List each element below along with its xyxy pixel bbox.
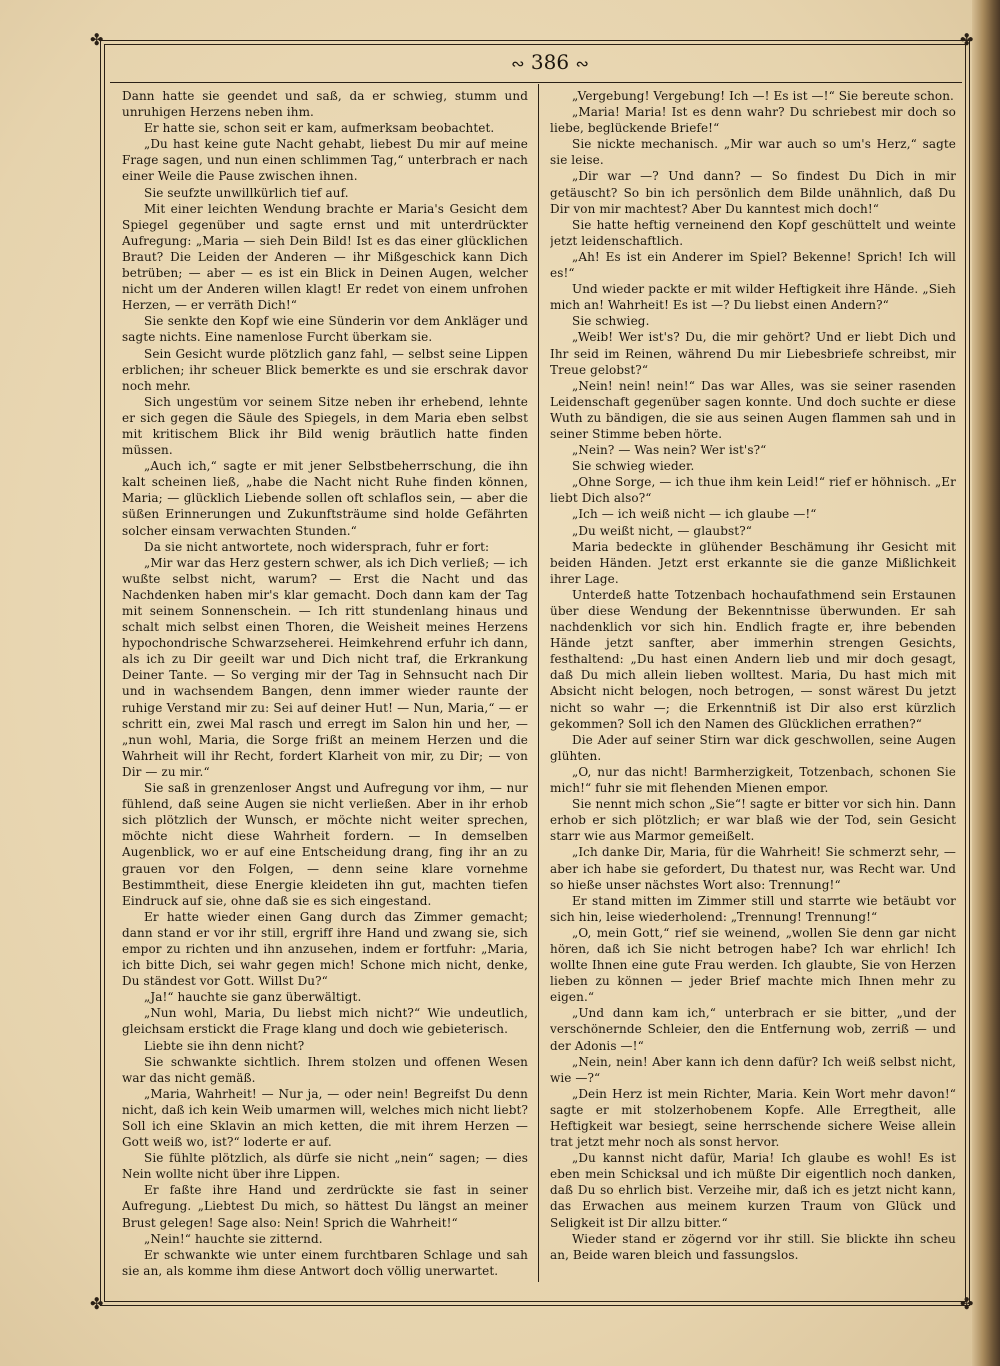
paragraph: „Und dann kam ich,“ unterbrach er sie bitter, „und der verschönernde Schleier, den die Entfernung wob, zerriß — und der Adonis —!“: [550, 1006, 956, 1053]
paragraph: Er hatte sie, schon seit er kam, aufmerksam beobachtet.: [144, 121, 495, 136]
paragraph: „Du kannst nicht dafür, Maria! Ich glaube es wohl! Es ist eben mein Schicksal und ich müßte Dir eigentlich noch danken, daß Du so ehrlich bist. Verzeihe mir, daß ich es jetzt nicht kann, das Erwachen aus meinem kurzen Traum von Glück und Seligkeit ist Dir allzu bitter.“: [550, 1151, 956, 1230]
paragraph: Er faßte ihre Hand und zerdrückte sie fast in seiner Aufregung. „Liebtest Du mich, so hättest Du längst an meiner Brust gelegen! Sage also: Nein! Sprich die Wahrheit!“: [122, 1183, 528, 1230]
paragraph: „Nein, nein! Aber kann ich denn dafür? Ich weiß selbst nicht, wie —?“: [550, 1054, 956, 1085]
paragraph: „Auch ich,“ sagte er mit jener Selbstbeherrschung, die ihn kalt scheinen ließ, „habe die Nacht nicht Ruhe finden können, Maria; — glücklich Liebende sollen oft schlaflos sein, — aber die süßen Erinnerungen und Zukunftsträume sind holde Gefährten solcher einsam verwachten Stunden.“: [122, 459, 528, 538]
page-number: 386: [530, 50, 570, 74]
paragraph: „Ich danke Dir, Maria, für die Wahrheit! Sie schmerzt sehr, — aber ich habe sie gefordert, Du thatest nur, was Recht war. Und so hieße unser nächstes Wort also: Trennung!“: [550, 845, 956, 892]
paragraph: „Weib! Wer ist's? Du, die mir gehört? Und er liebt Dich und Ihr seid im Reinen, während Du mir Liebesbriefe schreibst, mir Treue gelobst?“: [550, 330, 956, 377]
paragraph: „Nein? — Was nein? Wer ist's?“: [572, 443, 767, 458]
paragraph: „Maria, Wahrheit! — Nur ja, — oder nein! Begreifst Du denn nicht, daß ich kein Weib umarmen will, welches mich nicht liebt? Soll ich eine Sklavin an mich ketten, die mit ihrem Herzen — Gott weiß wo, ist?“ loderte er auf.: [122, 1086, 528, 1150]
paragraph: Er hatte wieder einen Gang durch das Zimmer gemacht; dann stand er vor ihr still, ergriff ihre Hand und zwang sie, sich empor zu richten und ihn anzusehen, indem er fortfuhr: „Maria, ich bitte Dich, sei wahr gegen mich! Schone mich nicht, denke, Du ständest vor Gott. Willst Du?“: [122, 909, 528, 989]
paragraph: „Vergebung! Vergebung! Ich —! Es ist —!“ Sie bereute schon.: [572, 89, 954, 103]
paragraph: „Ah! Es ist ein Anderer im Spiel? Bekenne! Sprich! Ich will es!“: [550, 249, 956, 281]
paragraph: Dann hatte sie geendet und saß, da er schwieg, stumm und unruhigen Herzens neben ihm.: [122, 89, 528, 120]
paragraph: Sie hatte heftig verneinend den Kopf geschüttelt und weinte jetzt leidenschaftlich.: [550, 217, 956, 248]
column-separator: [538, 84, 539, 1282]
paragraph: Sie fühlte plötzlich, als dürfe sie nicht „nein“ sagen; — dies Nein wollte nicht über ihre Lippen.: [122, 1151, 528, 1182]
paragraph: Sein Gesicht wurde plötzlich ganz fahl, — selbst seine Lippen erblichen; ihr scheuer Blick bemerkte es und sie erschrak davor noch mehr.: [122, 346, 528, 393]
paragraph: Er schwankte wie unter einem furchtbaren Schlage und sah sie an, als komme ihm diese Antwort doch völlig unerwartet.: [122, 1247, 528, 1278]
flourish-left-icon: ∾: [511, 54, 525, 73]
paragraph: Sie schwieg wieder.: [572, 459, 695, 474]
book-spine: [972, 0, 1000, 1366]
paragraph: „Dein Herz ist mein Richter, Maria. Kein Wort mehr davon!“ sagte er mit stolzerhobenem Kopfe. Alle Erregtheit, alle Heftigkeit war besiegt, seine herrschende sichere Weise allein trat jetzt mehr noch als sonst hervor.: [550, 1086, 956, 1150]
paragraph: Mit einer leichten Wendung brachte er Maria's Gesicht dem Spiegel gegenüber und sagte ernst und mit unterdrückter Aufregung: „Maria — sieh Dein Bild! Ist es das einer glücklichen Braut? Die Leiden der Anderen — ihr Mißgeschick kann Dich betrüben; — aber — es ist ein Blick in Deinen Augen, welcher nicht um der Anderen willen klagt! Er redet von einem unfrohen Herzen, — er verräth Dich!“: [122, 201, 528, 313]
corner-ornament-icon: ✤: [90, 1294, 104, 1313]
paragraph: Sie schwieg.: [572, 314, 650, 329]
paragraph: „Ohne Sorge, — ich thue ihm kein Leid!“ rief er höhnisch. „Er liebt Dich also?“: [550, 475, 956, 506]
paragraph: „O, mein Gott,“ rief sie weinend, „wollen Sie denn gar nicht hören, daß ich Sie nicht betrogen habe? Ich war ehrlich! Ich wollte Ihnen eine gute Frau werden. Ich glaubte, Sie von Herzen lieben zu können — jeder Brief machte mich Ihnen mehr zu eigen.“: [550, 925, 956, 1005]
paragraph: „Nun wohl, Maria, Du liebst mich nicht?“ Wie undeutlich, gleichsam erstickt die Frage klang und doch wie gebieterisch.: [122, 1006, 528, 1037]
paragraph: „Du weißt nicht, — glaubst?“: [572, 523, 752, 538]
paragraph: Liebte sie ihn denn nicht?: [144, 1038, 305, 1053]
paragraph: „Dir war —? Und dann? — So findest Du Dich in mir getäuscht? So bin ich persönlich dem Bilde unähnlich, daß Du Dir von mir machtest? Aber Du kanntest mich doch!“: [550, 169, 956, 216]
paragraph: Maria bedeckte in glühender Beschämung ihr Gesicht mit beiden Händen. Jetzt erst erkannte sie die ganze Mißlichkeit ihrer Lage.: [550, 539, 956, 586]
paragraph: Sie senkte den Kopf wie eine Sünderin vor dem Ankläger und sagte nichts. Eine namenlose Furcht überkam sie.: [122, 314, 528, 345]
paragraph: Sie nennt mich schon „Sie“! sagte er bitter vor sich hin. Dann erhob er sich plötzlich; er war blaß wie der Tod, sein Gesicht starr wie aus Marmor gemeißelt.: [550, 797, 956, 844]
paragraph: Wieder stand er zögernd vor ihr still. Sie blickte ihn scheu an, Beide waren bleich und fassungslos.: [550, 1231, 956, 1262]
paragraph: „Maria! Maria! Ist es denn wahr? Du schriebest mir doch so liebe, beglückende Briefe!“: [550, 105, 956, 136]
corner-ornament-icon: ✤: [960, 30, 974, 49]
paragraph: „Mir war das Herz gestern schwer, als ich Dich verließ; — ich wußte selbst nicht, warum? — Erst die Nacht und das Nachdenken haben mir's klar gemacht. Doch dann kam der Tag mit seinem Sonnenschein. — Ich ritt stundenlang hinaus und schalt mich selbst einen Thoren, die Weisheit meines Herzens hypochondrische Schwarzseherei. Heimkehrend erfuhr ich dann, als ich zu Dir geeilt war und Dich nicht traf, die Erkrankung Deiner Tante. — So verging mir der Tag in Sehnsucht nach Dir und in wachsendem Bangen, denn immer wieder raunte der ruhige Verstand mir zu: Sei auf deiner Hut! — Nun, Maria,“ — er schritt ein, zwei Mal rasch und erregt im Salon hin und her, — „nun wohl, Maria, die Sorge frißt an meinem Herzen und die Wahrheit will ihr Recht, fordert Klarheit von mir, zu Dir; — von Dir — zu mir.“: [122, 555, 528, 779]
corner-ornament-icon: ✤: [960, 1294, 974, 1313]
paragraph: „Ja!“ hauchte sie ganz überwältigt.: [144, 990, 362, 1005]
paragraph: Die Ader auf seiner Stirn war dick geschwollen, seine Augen glühten.: [550, 732, 956, 763]
paragraph: „Nein!“ hauchte sie zitternd.: [144, 1231, 323, 1246]
paragraph: Und wieder packte er mit wilder Heftigkeit ihre Hände. „Sieh mich an! Wahrheit! Es ist —? Du liebst einen Andern?“: [550, 282, 956, 313]
paragraph: Er stand mitten im Zimmer still und starrte wie betäubt vor sich hin, leise wiederholend: „Trennung! Trennung!“: [550, 893, 956, 924]
page-header: [470, 50, 630, 76]
header-rule: [110, 82, 962, 83]
paragraph: Da sie nicht antwortete, noch widersprach, fuhr er fort:: [144, 539, 490, 554]
paragraph: Sie schwankte sichtlich. Ihrem stolzen und offenen Wesen war das nicht gemäß.: [122, 1054, 528, 1085]
paragraph: Sie seufzte unwillkürlich tief auf.: [144, 185, 349, 200]
corner-ornament-icon: ✤: [90, 30, 104, 49]
paragraph: „Du hast keine gute Nacht gehabt, liebest Du mir auf meine Frage sagen, und nun einen schlimmen Tag,“ unterbrach er nach einer Weile die Pause zwischen ihnen.: [122, 137, 528, 184]
paragraph: Sie nickte mechanisch. „Mir war auch so um's Herz,“ sagte sie leise.: [550, 137, 956, 168]
paragraph: Sich ungestüm vor seinem Sitze neben ihr erhebend, lehnte er sich gegen die Säule des Spiegels, in dem Maria eben selbst mit kritischem Blick ihr Bild wenig bräutlich hatte finden müssen.: [122, 394, 528, 458]
paragraph: „Ich — ich weiß nicht — ich glaube —!“: [572, 507, 817, 522]
paragraph: „Nein! nein! nein!“ Das war Alles, was sie seiner rasenden Leidenschaft gegenüber sagen konnte. Und doch suchte er diese Wuth zu bändigen, die sie aus seinen Augen flammen sah und in seiner Stimme beben hörte.: [550, 378, 956, 441]
paragraph: Sie saß in grenzenloser Angst und Aufregung vor ihm, — nur fühlend, daß seine Augen sie nicht verließen. Aber in ihr erhob sich plötzlich der Wunsch, er möchte nicht weiter sprechen, möchte nicht diese Wahrheit fordern. — In demselben Augenblick, wo er auf eine Entscheidung drang, fing ihr an zu grauen vor den Folgen, — denn seine klare vornehme Bestimmtheit, diese Energie kleideten ihn gut, machten tiefen Eindruck auf sie, ohne daß sie es sich eingestand.: [122, 781, 528, 908]
right-column: [550, 88, 956, 1283]
paragraph: Unterdeß hatte Totzenbach hochaufathmend sein Erstaunen über diese Wendung der Bekenntnisse überwunden. Er sah nachdenklich vor sich hin. Endlich fragte er, ihre bebenden Hände jetzt sanfter, aber immerhin strengen Gesichts, festhaltend: „Du hast einen Andern lieb und mir doch gesagt, daß Du mich allein lieben wolltest. Maria, Du hast mich mit Absicht nicht belogen, noch betrogen, — sonst wärest Du jetzt nicht so wahr —; die Erkenntniß ist Dir also erst kürzlich gekommen? Soll ich den Namen des Glücklichen errathen?“: [550, 587, 956, 731]
left-column: [122, 88, 528, 1283]
flourish-right-icon: ∾: [575, 54, 589, 73]
paragraph: „O, nur das nicht! Barmherzigkeit, Totzenbach, schonen Sie mich!“ fuhr sie mit flehenden Mienen empor.: [550, 764, 956, 796]
